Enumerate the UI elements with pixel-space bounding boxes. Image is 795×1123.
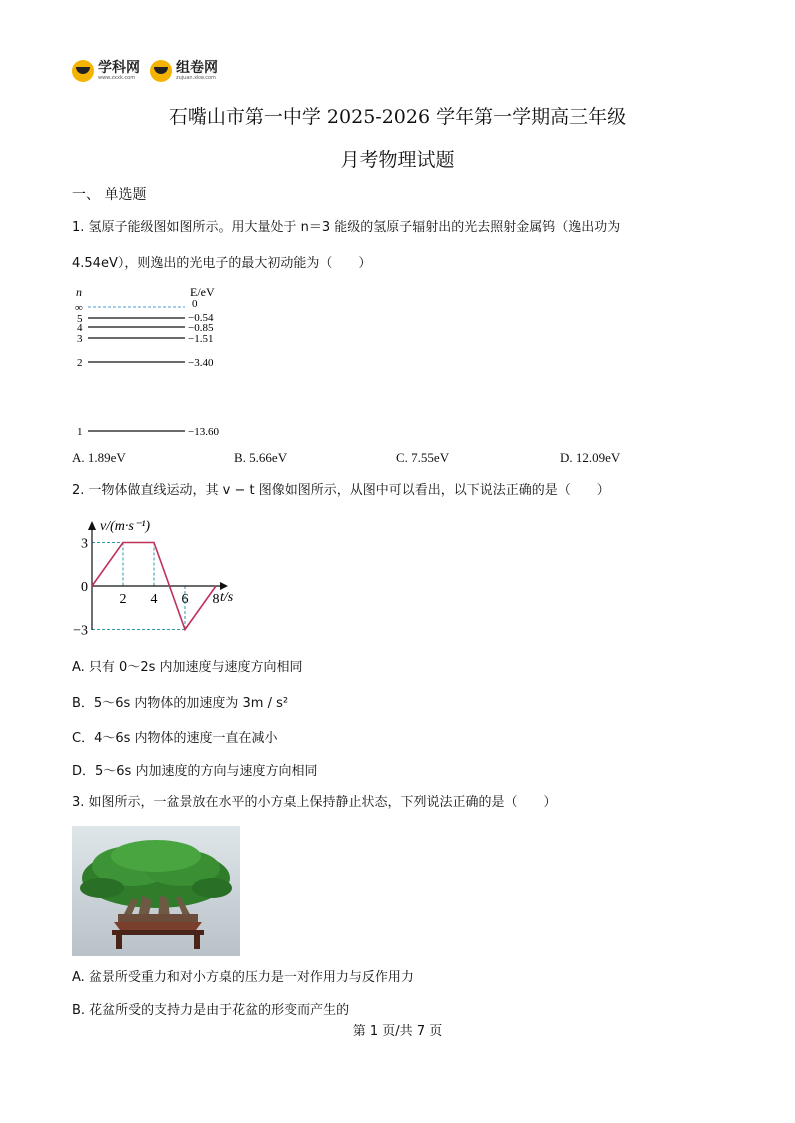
q1-text-line1: 1. 氢原子能级图如图所示。用大量处于 n＝3 能级的氢原子辐射出的光去照射金属钨（逸出功为: [72, 220, 621, 235]
zujuan-logo-icon: [150, 60, 172, 82]
vt-x-tick-8: 8: [212, 592, 220, 607]
level-e-2: −3.40: [188, 357, 214, 369]
q2-option-a[interactable]: A. 只有 0～2s 内加速度与速度方向相同: [72, 660, 303, 675]
diagram-e-label: E/eV: [190, 285, 215, 299]
level-n-2: 2: [77, 357, 83, 369]
section-title: 一、 单选题: [72, 187, 147, 203]
vt-x-arrow-icon: [220, 582, 228, 590]
level-e-4: −0.85: [188, 322, 214, 334]
brand2-url: zujuan.xkw.com: [176, 75, 216, 81]
q1-option-a[interactable]: A. 1.89eV: [72, 450, 126, 465]
vt-x-tick-2: 2: [119, 592, 127, 607]
vt-x-tick-6: 6: [181, 592, 189, 607]
q2-option-b[interactable]: B．5～6s 内物体的加速度为 3m / s²: [72, 696, 289, 711]
brand2-name: 组卷网: [176, 60, 218, 76]
vt-y-tick-0: 3: [81, 536, 88, 552]
page-number: 第 1 页/共 7 页: [352, 1024, 443, 1039]
q2-option-d[interactable]: D．5～6s 内加速度的方向与速度方向相同: [72, 764, 318, 779]
vt-graph: [70, 512, 245, 642]
level-n-inf: ∞: [75, 302, 83, 314]
vt-x-axis-label: t/s: [220, 590, 234, 605]
q1-option-c[interactable]: C. 7.55eV: [396, 450, 450, 465]
logo: [72, 60, 218, 82]
level-e-1: −13.60: [188, 426, 219, 438]
vt-x-tick-4: 4: [150, 592, 158, 607]
q2-text: 2. 一物体做直线运动，其 v − t 图像如图所示，从图中可以看出，以下说法正确的是（ ）: [72, 483, 610, 498]
q3-option-a[interactable]: A. 盆景所受重力和对小方桌的压力是一对作用力与反作用力: [72, 970, 414, 985]
q2-option-c[interactable]: C．4～6s 内物体的速度一直在减小: [72, 731, 278, 746]
q3-text: 3. 如图所示，一盆景放在水平的小方桌上保持静止状态，下列说法正确的是（ ）: [72, 795, 557, 810]
level-e-5: −0.54: [188, 312, 214, 324]
level-n-4: 4: [77, 322, 83, 334]
zxxk-logo-icon: [72, 60, 94, 82]
level-e-inf: 0: [192, 298, 198, 310]
vt-y-tick-1: 0: [81, 580, 88, 595]
exam-title: 石嘴山市第一中学 2025-2026 学年第一学期高三年级: [168, 106, 627, 128]
q1-option-d[interactable]: D. 12.09eV: [560, 450, 621, 465]
level-e-3: −1.51: [188, 333, 214, 345]
diagram-n-label: n: [76, 285, 82, 299]
brand1-url: www.zxxk.com: [98, 75, 136, 81]
vt-y-tick-2: −3: [73, 623, 88, 639]
logo-zujuan: [150, 60, 218, 82]
vt-y-arrow-icon: [88, 521, 96, 530]
vt-y-axis-label: v/(m·s⁻¹): [100, 519, 151, 534]
logo-zxxk: [72, 60, 140, 82]
q3-option-b[interactable]: B. 花盆所受的支持力是由于花盆的形变而产生的: [72, 1003, 350, 1018]
level-n-3: 3: [77, 333, 83, 345]
q1-option-b[interactable]: B. 5.66eV: [234, 450, 288, 465]
level-n-5: 5: [77, 313, 83, 325]
exam-subtitle: 月考物理试题: [340, 149, 455, 171]
q1-text-line2: 4.54eV），则逸出的光电子的最大初动能为（ ）: [72, 256, 372, 271]
brand1-name: 学科网: [98, 60, 140, 76]
level-n-1: 1: [77, 426, 83, 438]
bonsai-photo: [72, 826, 240, 956]
energy-level-diagram: [70, 282, 240, 442]
